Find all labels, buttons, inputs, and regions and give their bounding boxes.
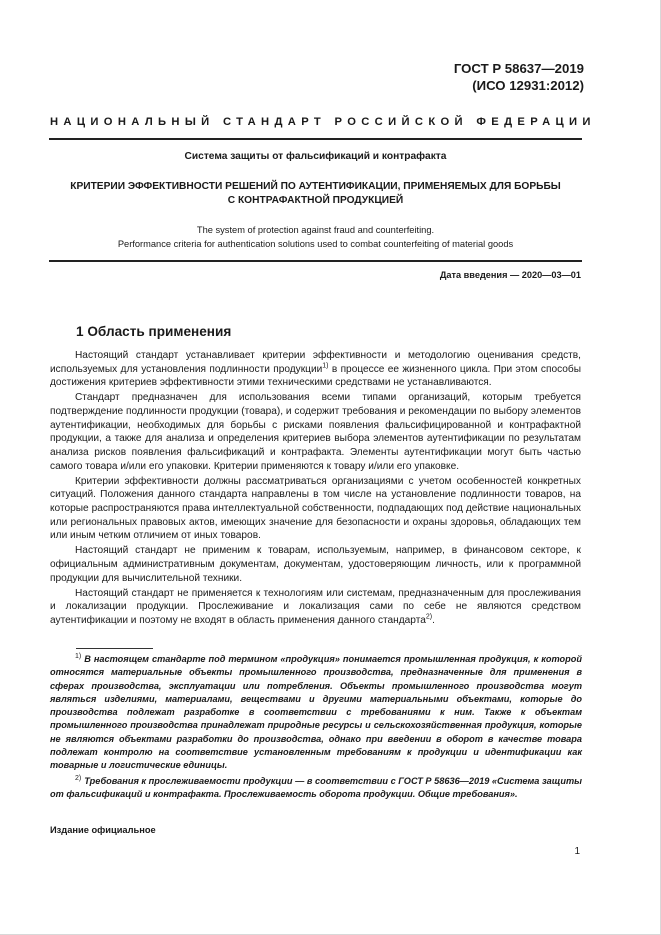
document-title-line-1: КРИТЕРИИ ЭФФЕКТИВНОСТИ РЕШЕНИЙ ПО АУТЕНТИФИКАЦИИ, ПРИМЕНЯЕМЫХ ДЛЯ БОРЬБЫ xyxy=(70,181,561,192)
english-title-line-1: The system of protection against fraud and counterfeiting. xyxy=(196,225,435,235)
footnotes xyxy=(50,653,582,801)
introduction-date: Дата введения — 2020—03—01 xyxy=(439,270,581,280)
gost-number: ГОСТ Р 58637—2019 xyxy=(453,61,584,76)
english-title xyxy=(49,224,582,251)
footnote-divider xyxy=(76,648,153,649)
document-title-line-2: С КОНТРАФАКТНОЙ ПРОДУКЦИЕЙ xyxy=(227,195,404,206)
footnote-ref: 1) xyxy=(322,362,329,370)
footnote-marker: 1) xyxy=(75,652,82,660)
footnote-ref: 2) xyxy=(425,613,433,621)
paragraph: Настоящий стандарт не применяется к технологиям или системам, предназначенным для прослеживания и локализации продукции. Прослеживание и локализация сами по себе не являются средством аутентификации и поэтому не входят в область применения данного стандарта$^{2)}$. xyxy=(50,587,581,626)
page-number: 1 xyxy=(574,846,580,857)
english-title-line-2: Performance criteria for authentication solutions used to combat counterfeiting of material goods xyxy=(117,238,514,249)
iso-number: (ИСО 12931:2012) xyxy=(472,78,584,93)
section-body xyxy=(50,349,581,628)
footnote: $^{2)}$ Требования к прослеживаемости продукции — в соответствии с ГОСТ Р 58636—2019 «Система защиты от фальсификаций и контрафакта. Прослеживаемость оборота продукции. Общие требования». xyxy=(50,774,582,799)
paragraph: Стандарт предназначен для использования всеми типами организаций, которым требуется подтверждение подлинности продукции (товара), и содержит требования и рекомендации по выбору элементов аутентификации, необходимых для борьбы с рисками появления фальсифицированной и контрафактной продукции, а также для анализа и определения критериев выбора элементов аутентификации по результатам анализа рисков появления фальсификаций и контрафакта. Элементы аутентификации могут быть частью самого товара и/или его упаковки. Критерии применяются к товару и/или его упаковке. xyxy=(50,392,581,472)
paragraph: Критерии эффективности должны рассматриваться организациями с учетом особенностей конкретных ситуаций. Положения данного стандарта направлены в том числе на установление подлинности товаров, на которые распространяются права интеллектуальной собственности, подпадающих под действие национальных или региональных правовых актов, имеющих значение для безопасности и охраны здоровья, обладающих тем или иным четким отличием от иных товаров. xyxy=(50,475,581,542)
paragraph: Настоящий стандарт не применим к товарам, используемым, например, в финансовом секторе, к официальным административным документам, документам, удостоверяющим личность, или к программной продукции для вычислительной техники. xyxy=(50,545,581,584)
official-edition-label: Издание официальное xyxy=(50,825,156,835)
title-divider xyxy=(49,260,582,262)
header-divider xyxy=(49,138,582,140)
section-heading: 1 Область применения xyxy=(76,324,232,339)
footnote-marker: 2) xyxy=(75,774,82,782)
footnote: $^{1)}$ В настоящем стандарте под термином «продукция» понимается промышленная продукция, к которой относятся материальные объекты промышленного производства, предназначенные для применения в сферах производства, эксплуатации или потребления. Объекты промышленного производства могут являться изделиями, материалами, веществами и другими материальными объектами, которые до производства подлежат разработке в соответствии с требованиями к ним. Также к объектам промышленного производства принадлежат природные ресурсы и сельскохозяйственная продукция, которые не являются объектами разработки до производства, однако при введении в оборот в качестве товара подлежат контролю на соответствие установленным требованиям к продукции и идентификации как товарные и логистические единицы. xyxy=(50,652,582,771)
national-standard-heading: НАЦИОНАЛЬНЫЙ СТАНДАРТ РОССИЙСКОЙ ФЕДЕРАЦИИ xyxy=(50,116,596,128)
paragraph: Настоящий стандарт устанавливает критерии эффективности и методологию оценивания средств, используемых для установления подлинности продукции$^{1)}$ в процессе ее жизненного цикла. При этом способы достижения критериев эффективности этими техническими средствами не устанавливаются. xyxy=(50,350,581,389)
gost-designation xyxy=(454,60,584,94)
system-title: Система защиты от фальсификаций и контрафакта xyxy=(184,151,447,162)
document-title xyxy=(49,180,582,208)
